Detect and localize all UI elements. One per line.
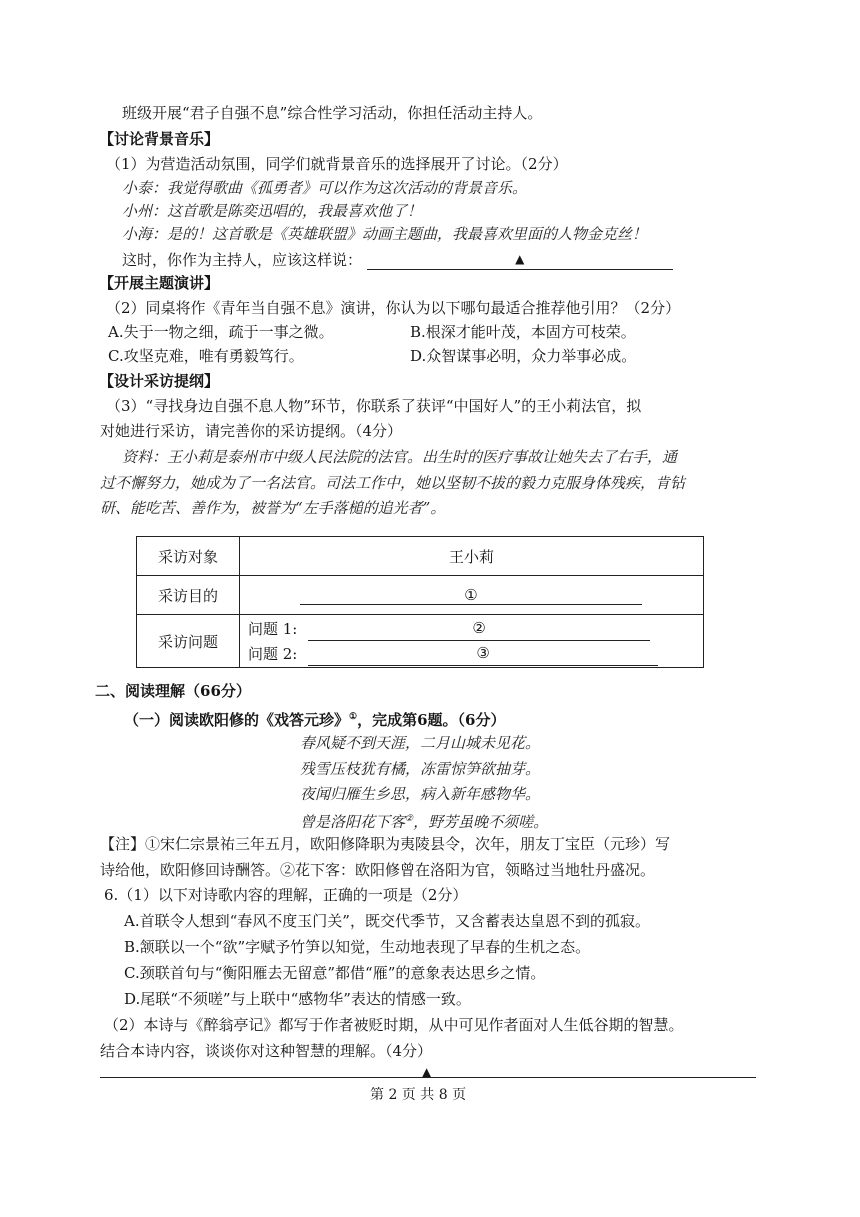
poem-line-3: 夜闻归雁生乡思，病入新年感物华。 — [300, 785, 541, 803]
answer-blank-1[interactable] — [367, 248, 673, 270]
poem-subheading — [124, 707, 505, 730]
purpose-blank[interactable] — [300, 586, 642, 605]
poem-subheading-b: ，完成第6题。（6分） — [357, 711, 506, 729]
section-title-interview: 【设计采访提纲】 — [99, 372, 220, 390]
option-2c: C.攻坚克难，唯有勇毅笃行。 — [108, 347, 304, 365]
question-1: （1）为营造活动氛围，同学们就背景音乐的选择展开了讨论。（2分） — [106, 155, 568, 173]
option-2a: A.失于一物之细，疏于一事之微。 — [108, 323, 334, 341]
poem-line-4 — [300, 809, 548, 832]
option-2b: B.根深才能叶茂，本固方可枝荣。 — [410, 323, 636, 341]
label-questions: 采访问题 — [137, 615, 240, 668]
question-1-blank[interactable] — [308, 616, 650, 641]
table-row — [137, 537, 704, 576]
page-footer: 第 2 页 共 8 页 — [370, 1087, 467, 1103]
blank-marker-3: ③ — [476, 644, 490, 662]
option-2d: D.众智谋事必明，众力举事必成。 — [410, 347, 637, 365]
material-line2: 过不懈努力，她成为了一名法官。司法工作中，她以坚韧不拔的毅力克服身体残疾，肯钻 — [100, 474, 686, 492]
question-3-line2: 对她进行采访，请完善你的采访提纲。（4分） — [100, 422, 403, 440]
material-line1: 资料：王小莉是泰州市中级人民法院的法官。出生时的医疗事故让她失去了右手，通 — [122, 448, 678, 466]
question-2-label: 问题 2: — [248, 645, 298, 663]
footnote-mark-2: ② — [405, 814, 414, 824]
material-line3: 研、能吃苦、善作为，被誉为“左手落槌的追光者”。 — [100, 499, 446, 517]
poem-line-1: 春风疑不到天涯，二月山城未见花。 — [300, 734, 541, 752]
question-2-blank[interactable] — [308, 641, 658, 666]
blank-marker-1: ① — [464, 585, 478, 604]
triangle-marker: ▲ — [515, 252, 525, 266]
question-2: （2）同桌将作《青年当自强不息》演讲，你认为以下哪句最适合推荐他引用？（2分） — [106, 299, 681, 317]
question-1-label: 问题 1: — [248, 620, 298, 638]
label-purpose: 采访目的 — [137, 576, 240, 615]
poem-line-4b: ，野芳虽晚不须嗟。 — [413, 813, 549, 831]
label-interviewee: 采访对象 — [137, 537, 240, 576]
footnote-mark-1: ① — [349, 712, 358, 722]
question-3-line1: （3）“寻找身边自强不息人物”环节，你联系了获评“中国好人”的王小莉法官，拟 — [106, 397, 642, 415]
section-title-speech: 【开展主题演讲】 — [99, 274, 220, 292]
blank-marker-2: ② — [472, 619, 486, 637]
option-6a: A.首联令人想到“春风不度玉门关”，既交代季节，又含蓄表达皇恩不到的孤寂。 — [124, 912, 650, 930]
question-6-2-line1: （2）本诗与《醉翁亭记》都写于作者被贬时期，从中可见作者面对人生低谷期的智慧。 — [104, 1016, 684, 1034]
part-two-heading: 二、阅读理解（66分） — [95, 682, 251, 700]
poem-line-2: 残雪压枝犹有橘，冻雷惊笋欲抽芽。 — [300, 760, 541, 778]
dialogue-xiaohai: 小海：是的！这首歌是《英雄联盟》动画主题曲，我最喜欢里面的人物金克丝！ — [122, 225, 648, 243]
option-6d: D.尾联“不须嗟”与上联中“感物华”表达的情感一致。 — [124, 990, 471, 1008]
answer-line[interactable] — [100, 1077, 756, 1078]
question-6-1: 6.（1）以下对诗歌内容的理解，正确的一项是（2分） — [104, 886, 468, 904]
option-6c: C.颈联首句与“衡阳雁去无留意”都借“雁”的意象表达思乡之情。 — [124, 964, 546, 982]
question-6-2-line2: 结合本诗内容，谈谈你对这种智慧的理解。（4分） — [100, 1042, 433, 1060]
intro-text: 班级开展“君子自强不息”综合性学习活动，你担任活动主持人。 — [122, 104, 543, 122]
host-prompt — [122, 248, 673, 270]
host-prompt-text: 这时，你作为主持人，应该这样说： — [122, 251, 363, 269]
poem-line-4a: 曾是洛阳花下客 — [300, 813, 406, 831]
answer-triangle-marker: ▲ — [422, 1065, 432, 1079]
dialogue-xiaozhou: 小州：这首歌是陈奕迅唱的，我最喜欢他了！ — [122, 202, 423, 220]
table-row — [137, 576, 704, 615]
interviewee-name: 王小莉 — [240, 537, 704, 576]
interview-outline-table — [136, 536, 704, 668]
poem-subheading-a: （一）阅读欧阳修的《戏答元珍》 — [124, 711, 350, 729]
section-title-music: 【讨论背景音乐】 — [99, 130, 220, 148]
option-6b: B.颔联以一个“欲”字赋予竹笋以知觉，生动地表现了早春的生机之态。 — [124, 938, 591, 956]
dialogue-xiaotai: 小泰：我觉得歌曲《孤勇者》可以作为这次活动的背景音乐。 — [122, 179, 528, 197]
table-row — [137, 615, 704, 668]
note-line-2: 诗给他，欧阳修回诗酬答。②花下客：欧阳修曾在洛阳为官，领略过当地牡丹盛况。 — [100, 861, 656, 879]
note-line-1: 【注】①宋仁宗景祐三年五月，欧阳修降职为夷陵县令，次年，朋友丁宝臣（元珍）写 — [100, 835, 671, 853]
